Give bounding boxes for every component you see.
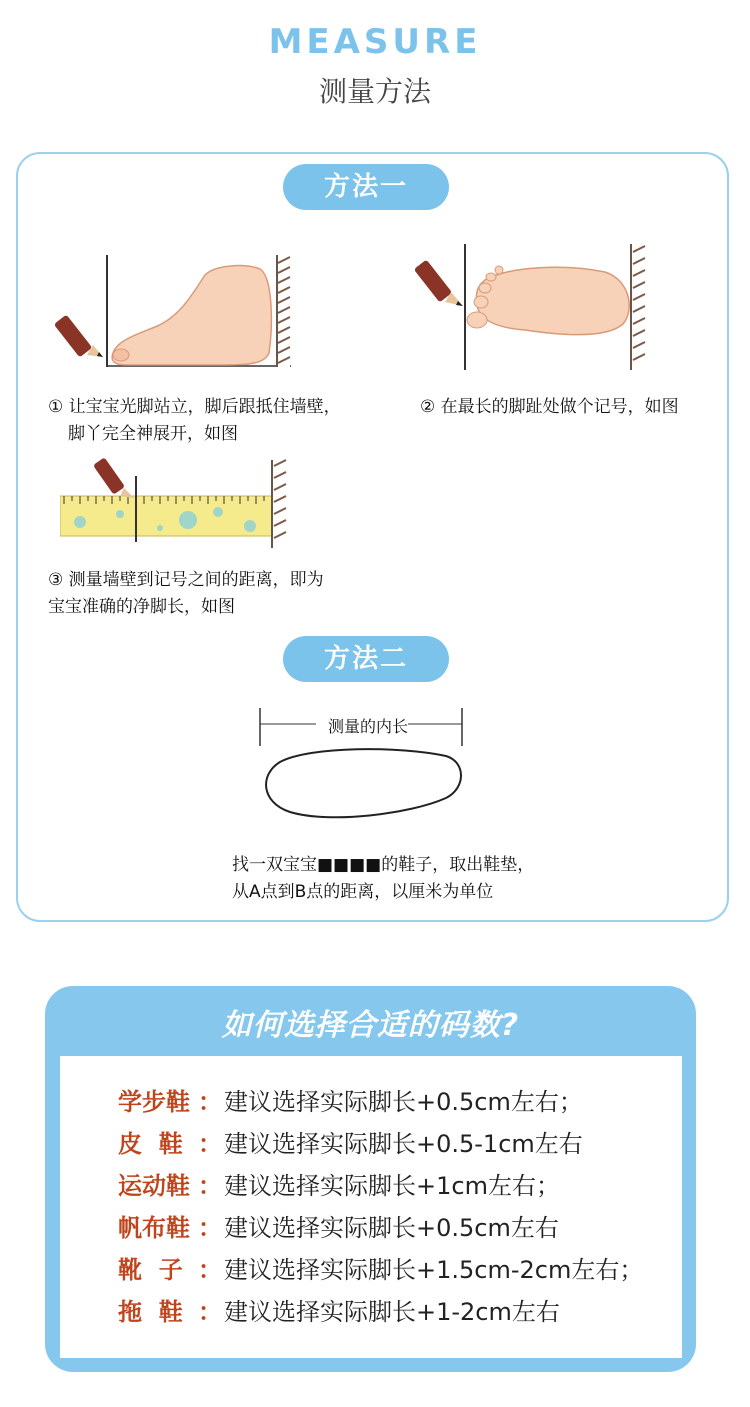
step-one-line-2: 脚丫完全神展开，如图 xyxy=(68,424,238,444)
step-three-line-1: ③ 测量墙壁到记号之间的距离，即为 xyxy=(48,570,324,590)
size-row-toddler-shoes xyxy=(118,1082,583,1122)
size-guide-title: 如何选择合适的码数? xyxy=(221,1008,520,1043)
method-two-description xyxy=(232,852,572,906)
page-title-cn: 测量方法 xyxy=(318,75,431,108)
pencil-icon xyxy=(415,260,463,306)
method-two-line-1: 找一双宝宝■■■■的鞋子，取出鞋垫， xyxy=(232,855,535,875)
wall-hatch xyxy=(277,255,290,367)
size-row-leather-shoes xyxy=(118,1124,583,1164)
pencil-icon xyxy=(55,315,103,358)
size-row-canvas-shoes xyxy=(118,1208,559,1248)
size-advice: 建议选择实际脚长+1cm左右； xyxy=(224,1172,560,1200)
size-row-boots xyxy=(118,1250,643,1290)
size-label: 学步鞋 xyxy=(118,1088,190,1116)
size-colon: ： xyxy=(198,1214,222,1242)
page-title-en: MEASURE xyxy=(268,22,482,62)
size-label: 运动鞋 xyxy=(118,1172,190,1200)
size-advice: 建议选择实际脚长+1.5cm-2cm左右； xyxy=(224,1256,644,1284)
size-row-sports-shoes xyxy=(118,1166,560,1206)
size-colon: ： xyxy=(198,1172,222,1200)
size-advice: 建议选择实际脚长+0.5cm左右 xyxy=(224,1214,559,1242)
foot-top-illustration xyxy=(415,240,655,375)
method-two-badge: 方法二 xyxy=(283,636,449,682)
size-advice: 建议选择实际脚长+0.5-1cm左右 xyxy=(224,1130,583,1158)
size-label: 皮 鞋 xyxy=(118,1130,183,1158)
pencil-icon xyxy=(93,457,134,498)
size-label: 靴 子 xyxy=(118,1256,183,1284)
size-colon: ： xyxy=(198,1298,222,1326)
size-label: 拖 鞋 xyxy=(118,1298,183,1326)
size-row-slippers xyxy=(118,1292,560,1332)
method-two-line-2: 从A点到B点的距离，以厘米为单位 xyxy=(232,882,494,902)
size-colon: ： xyxy=(198,1130,222,1158)
size-advice: 建议选择实际脚长+1-2cm左右 xyxy=(224,1298,560,1326)
step-three-text xyxy=(48,567,378,621)
method-one-badge: 方法一 xyxy=(283,164,449,210)
insole-length-label: 测量的内长 xyxy=(327,717,408,736)
step-two-text: ② 在最长的脚趾处做个记号，如图 xyxy=(420,397,679,417)
step-one-text xyxy=(48,394,378,448)
foot-side-illustration xyxy=(55,245,305,375)
size-advice: 建议选择实际脚长+0.5cm左右； xyxy=(224,1088,583,1116)
ruler-illustration xyxy=(60,456,290,556)
step-three-line-2: 宝宝准确的净脚长，如图 xyxy=(48,597,235,617)
step-one-line-1: ① 让宝宝光脚站立，脚后跟抵住墙壁， xyxy=(48,397,341,417)
size-label: 帆布鞋 xyxy=(118,1214,190,1242)
size-colon: ： xyxy=(198,1256,222,1284)
size-colon: ： xyxy=(198,1088,222,1116)
